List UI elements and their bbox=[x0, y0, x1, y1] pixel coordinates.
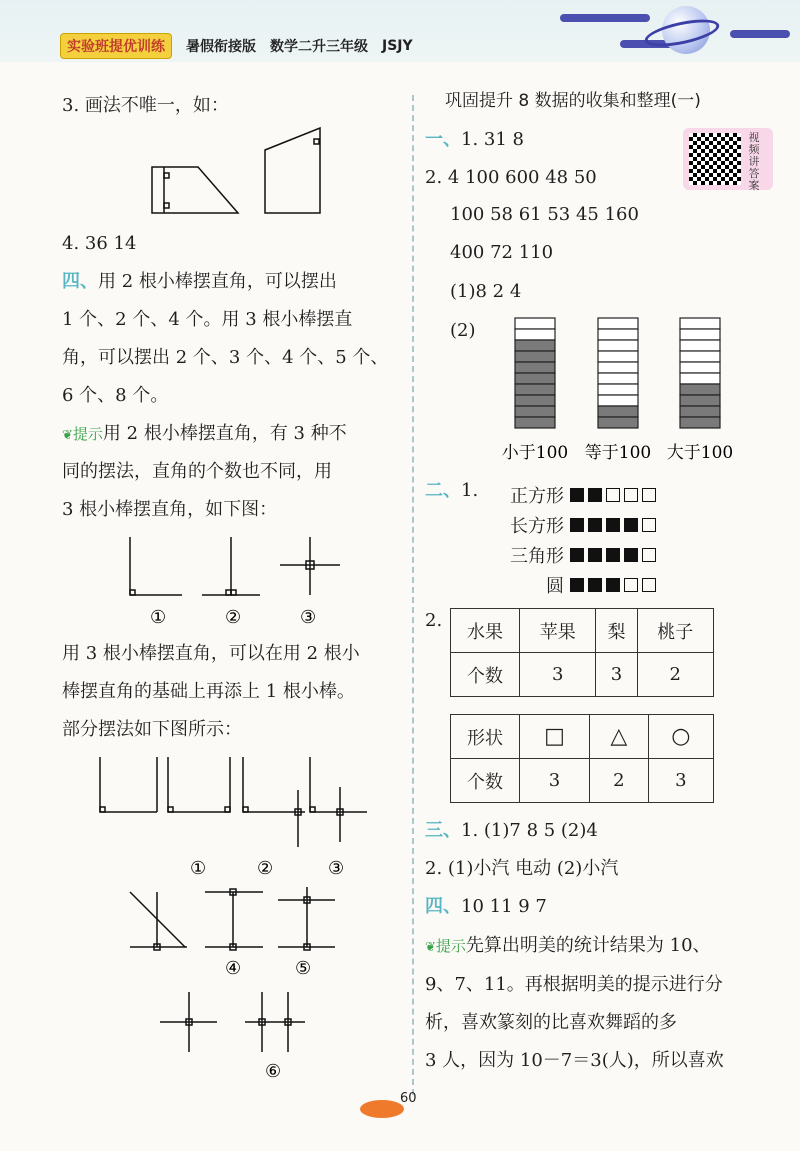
bar-cell bbox=[598, 373, 638, 384]
shape-tally-row bbox=[480, 482, 658, 508]
table-row bbox=[451, 609, 714, 653]
right-s2-q1 bbox=[425, 482, 478, 500]
bar-cell bbox=[515, 406, 555, 417]
figure-label: ⑥ bbox=[265, 1061, 282, 1082]
text: 用 2 根小棒摆直角，可以摆出 bbox=[98, 271, 337, 292]
bar-cell bbox=[680, 340, 720, 351]
code-label: JSJY bbox=[382, 38, 413, 54]
tally-box bbox=[588, 578, 602, 592]
bar-cell bbox=[515, 318, 555, 329]
tally-box bbox=[642, 518, 656, 532]
tally-box bbox=[570, 578, 584, 592]
right-s3-q1 bbox=[425, 822, 598, 840]
right-s4-answer bbox=[425, 898, 547, 916]
right-s2-q2: 2. bbox=[425, 610, 443, 631]
tally-box bbox=[624, 548, 638, 562]
figure-label: ③ bbox=[300, 607, 317, 628]
text: 1. 31 8 bbox=[461, 129, 524, 150]
text: 用 2 根小棒摆直角，有 3 种不 bbox=[102, 423, 347, 444]
shape-tally-row bbox=[480, 572, 658, 598]
table-cell: 个数 bbox=[451, 653, 520, 697]
section-number: 二、 bbox=[425, 480, 461, 501]
subject-label: 数学二升三年级 bbox=[270, 39, 368, 55]
shape-table bbox=[450, 714, 714, 803]
tally-box bbox=[642, 548, 656, 562]
section-number: 一、 bbox=[425, 129, 461, 150]
text: 先算出明美的统计结果为 10、 bbox=[465, 935, 711, 956]
figure-label: ① bbox=[190, 858, 207, 879]
bar-cell bbox=[598, 406, 638, 417]
bar-cell bbox=[515, 395, 555, 406]
bar-cell bbox=[515, 384, 555, 395]
bar-cell bbox=[680, 384, 720, 395]
shape-tally-row bbox=[480, 542, 658, 568]
bar-cell bbox=[598, 318, 638, 329]
table-cell: □ bbox=[520, 715, 590, 759]
tally-box bbox=[642, 578, 656, 592]
left-q3: 3. 画法不唯一，如： bbox=[62, 95, 229, 116]
figure-label: ① bbox=[150, 607, 167, 628]
bar-cell bbox=[598, 395, 638, 406]
right-s1-q2-line3: 400 72 110 bbox=[450, 242, 554, 263]
bar-cell bbox=[515, 351, 555, 362]
tally-box bbox=[642, 488, 656, 502]
shape-name: 三角形 bbox=[510, 546, 564, 567]
tally-box bbox=[588, 488, 602, 502]
figure-label: ② bbox=[225, 607, 242, 628]
qr-code-icon bbox=[689, 133, 741, 185]
bar-cell bbox=[680, 362, 720, 373]
bar-cell bbox=[515, 340, 555, 351]
table-cell: △ bbox=[590, 715, 649, 759]
bar-cell bbox=[515, 417, 555, 428]
table-row bbox=[451, 759, 714, 803]
hint-label: 提示 bbox=[72, 425, 103, 443]
cloud-decoration bbox=[730, 30, 790, 38]
section-number: 三、 bbox=[425, 820, 461, 841]
bar-cell bbox=[598, 417, 638, 428]
bar-tally-chart bbox=[480, 315, 760, 470]
tally-box bbox=[606, 488, 620, 502]
bar-cell bbox=[680, 318, 720, 329]
page-number: 60 bbox=[400, 1091, 417, 1106]
left-q4: 4. 36 14 bbox=[62, 233, 137, 254]
shape-name: 圆 bbox=[546, 576, 564, 597]
table-cell: 3 bbox=[596, 653, 637, 697]
fruit-table bbox=[450, 608, 714, 697]
left-hint-line1 bbox=[62, 425, 347, 443]
section-number: 四、 bbox=[62, 271, 98, 292]
table-cell: 3 bbox=[520, 759, 590, 803]
figure-label: ④ bbox=[225, 958, 242, 979]
right-s1-q2-line2: 100 58 61 53 45 160 bbox=[450, 204, 639, 225]
tally-box bbox=[606, 548, 620, 562]
right-s1-sub1: (1)8 2 4 bbox=[450, 281, 522, 302]
right-hint-line3: 析，喜欢篆刻的比喜欢舞蹈的多 bbox=[425, 1012, 677, 1033]
table-cell: 水果 bbox=[451, 609, 520, 653]
left-sec4-line3: 角，可以摆出 2 个、3 个、4 个、5 个、 bbox=[62, 347, 389, 368]
bar-cell bbox=[598, 329, 638, 340]
table-cell: 2 bbox=[637, 653, 713, 697]
tally-box bbox=[606, 518, 620, 532]
bar-cell bbox=[680, 373, 720, 384]
right-hint-line2: 9、7、11。再根据明美的提示进行分 bbox=[425, 974, 723, 995]
shape-tally-row bbox=[480, 512, 658, 538]
bar-cell bbox=[598, 351, 638, 362]
submarine-icon bbox=[360, 1100, 404, 1118]
bar-cell bbox=[598, 362, 638, 373]
tally-box bbox=[624, 518, 638, 532]
section-number: 四、 bbox=[425, 896, 461, 917]
figure-label: ③ bbox=[328, 858, 345, 879]
table-cell: 2 bbox=[590, 759, 649, 803]
bar-cell bbox=[598, 340, 638, 351]
figure-label: ⑤ bbox=[295, 958, 312, 979]
right-s1-sub2: (2) bbox=[450, 320, 476, 341]
table-cell: 桃子 bbox=[637, 609, 713, 653]
right-hint-line1 bbox=[425, 937, 711, 955]
tally-box bbox=[570, 548, 584, 562]
text: 1. bbox=[461, 480, 479, 501]
left-text2-line1: 用 3 根小棒摆直角，可以在用 2 根小 bbox=[62, 643, 360, 664]
left-text2-line3: 部分摆法如下图所示： bbox=[62, 719, 242, 740]
bar-cell bbox=[680, 395, 720, 406]
table-cell: 3 bbox=[648, 759, 713, 803]
figure-q3-drawings bbox=[150, 125, 350, 220]
leaf-icon: ❦ bbox=[425, 940, 436, 955]
text: 10 11 9 7 bbox=[461, 896, 547, 917]
left-sec4-line2: 1 个、2 个、4 个。用 3 根小棒摆直 bbox=[62, 309, 353, 330]
tally-box bbox=[588, 548, 602, 562]
bar-cell bbox=[680, 351, 720, 362]
bar-cell bbox=[515, 373, 555, 384]
right-s3-q2: 2. (1)小汽 电动 (2)小汽 bbox=[425, 858, 619, 879]
table-row bbox=[451, 653, 714, 697]
tally-box bbox=[570, 518, 584, 532]
left-sec4-line4: 6 个、8 个。 bbox=[62, 385, 169, 406]
figure-two-sticks bbox=[120, 535, 340, 630]
text: 1. (1)7 8 5 (2)4 bbox=[461, 820, 598, 841]
cloud-decoration bbox=[560, 14, 650, 22]
table-cell: 梨 bbox=[596, 609, 637, 653]
bar-label: 等于100 bbox=[584, 443, 652, 463]
table-cell: 形状 bbox=[451, 715, 520, 759]
left-sec4-line1 bbox=[62, 273, 337, 291]
right-s1-q2-line1: 2. 4 100 600 48 50 bbox=[425, 167, 597, 188]
header-title bbox=[60, 33, 413, 59]
shape-name: 长方形 bbox=[510, 516, 564, 537]
table-cell: 苹果 bbox=[520, 609, 596, 653]
edition-label: 暑假衔接版 bbox=[186, 39, 256, 55]
figure-three-sticks bbox=[95, 752, 395, 1082]
left-hint-line2: 同的摆法，直角的个数也不同，用 bbox=[62, 461, 332, 482]
left-hint-line3: 3 根小棒摆直角，如下图： bbox=[62, 499, 278, 520]
trapezoid-shape bbox=[152, 167, 238, 213]
right-s1-q1 bbox=[425, 131, 524, 149]
bar-cell bbox=[680, 329, 720, 340]
right-hint-line4: 3 人，因为 10－7＝3(人)，所以喜欢 bbox=[425, 1050, 724, 1071]
qr-code-panel[interactable] bbox=[683, 128, 773, 190]
bar-label: 小于100 bbox=[501, 443, 569, 463]
pentagon-shape bbox=[265, 128, 320, 213]
table-cell: 3 bbox=[520, 653, 596, 697]
qr-label: 视频讲答案 bbox=[748, 131, 760, 192]
bar-label: 大于100 bbox=[666, 443, 734, 463]
column-divider bbox=[412, 95, 414, 1095]
leaf-icon: ❦ bbox=[62, 428, 73, 443]
tally-box bbox=[570, 488, 584, 502]
tally-box bbox=[606, 578, 620, 592]
bar-cell bbox=[680, 406, 720, 417]
table-cell: ○ bbox=[648, 715, 713, 759]
table-row bbox=[451, 715, 714, 759]
tally-box bbox=[588, 518, 602, 532]
brand-badge: 实验班提优训练 bbox=[60, 33, 172, 59]
bar-cell bbox=[680, 417, 720, 428]
bar-cell bbox=[515, 329, 555, 340]
shape-name: 正方形 bbox=[510, 486, 564, 507]
tally-box bbox=[624, 488, 638, 502]
figure-label: ② bbox=[257, 858, 274, 879]
hint-label: 提示 bbox=[435, 937, 466, 955]
bar-cell bbox=[598, 384, 638, 395]
tally-box bbox=[624, 578, 638, 592]
bar-cell bbox=[515, 362, 555, 373]
right-section-title: 巩固提升 8 数据的收集和整理(一) bbox=[445, 91, 701, 111]
table-cell: 个数 bbox=[451, 759, 520, 803]
left-text2-line2: 棒摆直角的基础上再添上 1 根小棒。 bbox=[62, 681, 355, 702]
